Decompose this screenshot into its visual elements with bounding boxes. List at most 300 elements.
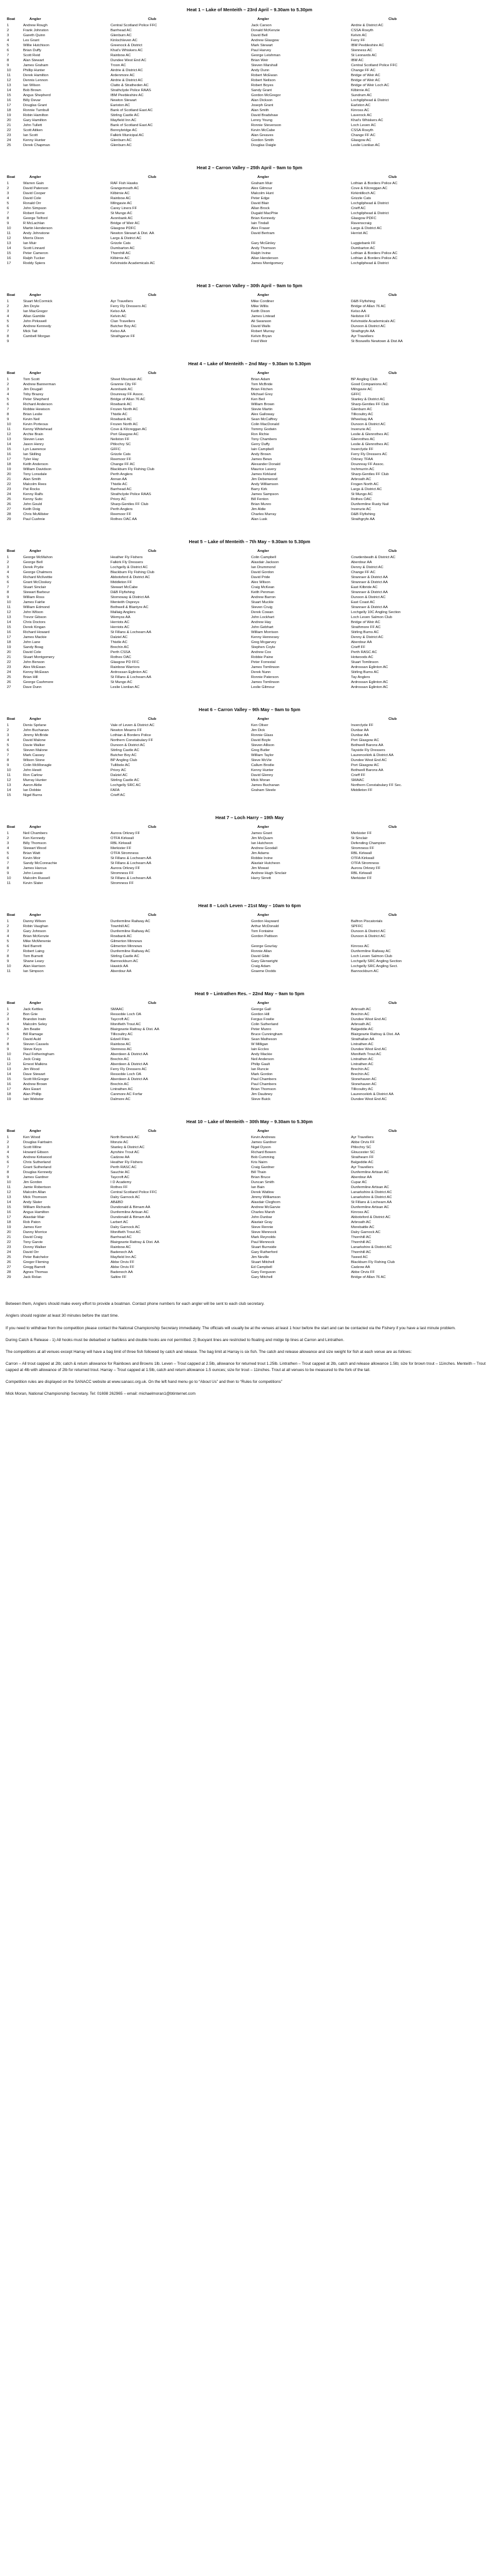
club-name: Khat's Whiskers AC [111,49,143,52]
angler-name: John Lockhart [251,616,275,619]
note-rules-link: Competition rules are displayed on the SANACC website at www.sanacc.org.uk. On the left hand menu go to “About Us” and then to “Rules for competitions” [6,1380,282,1385]
boat-number: 13 [7,616,11,619]
angler-name: Iain Eccles [251,1048,269,1051]
boat-number: 1 [7,832,9,835]
club-name: Herriot AC [351,232,368,235]
club-name: Dalmore AC [111,1098,131,1101]
boat-number: 9 [7,596,9,599]
table-row [6,1140,493,1145]
angler-name: Kenny Sutic [23,498,43,501]
angler-name: Robert Murray [251,330,275,333]
boat-number: 22 [7,129,11,132]
boat-number: 26 [7,681,11,684]
club-name: Monifieth Trout AC [111,1231,141,1234]
club-name: Lintrathen AC [351,1043,373,1046]
club-name: BP Angling Club [111,759,137,762]
club-name: Reemoor FF [111,458,132,461]
boat-number: 21 [7,1236,11,1239]
angler-name: Andy Johnstone [23,232,50,235]
club-name: Largs & District AC [351,227,382,230]
club-name: Dunfermline Artisan AC [351,1206,389,1209]
angler-name: Peter Munro [251,1028,272,1031]
angler-name: Mick Moran [251,779,270,782]
club-name: Heather Fly Fishers [111,1161,143,1164]
angler-name: Gareth Quinn [23,34,46,37]
club-name: OTFA Kirkwall [111,837,134,840]
table-row [6,670,493,675]
heat-section [6,162,493,266]
boat-number: 22 [7,483,11,486]
club-name: Grizzle Cats [351,197,372,200]
angler-name: Howard Gibson [23,1151,49,1154]
club-name: St Fillans & Lochearn AA [111,631,152,634]
angler-name: Ian Runcie [251,1068,269,1071]
club-name: IBM Peebleshire AC [111,94,144,97]
club-name: Kirkintilloch AC [351,192,376,195]
club-name: Tay Anglers [351,676,370,679]
club-name: Saltire FF [111,1276,127,1279]
angler-name: Steve Buick [251,1098,271,1101]
club-name: Stromness FF [111,882,134,885]
table-row [6,1067,493,1072]
club-name: Lochgelly 10C Angling Section [351,611,401,614]
table-row [6,432,493,437]
boat-number: 11 [7,606,11,609]
club-name: Falkirk Fly Dressers [111,561,144,564]
angler-name: Jim Dick [251,729,265,732]
club-name: Vale of Leven & District AC [111,724,155,727]
club-header: Club [148,825,157,829]
club-name: Leslie Lisnlian AC [111,686,140,689]
club-name: Ayrshire Trout AC [111,1151,140,1154]
angler-name: James Montgomery [251,262,284,265]
club-name: Abbe Orvis FF [111,1261,134,1264]
club-name: Stanley & District AC [351,398,385,401]
club-name: Falkirk Municipal AC [111,134,144,137]
club-name: SMAAC [111,1008,124,1011]
club-name: Dunfermline Artisan AC [111,1211,149,1214]
angler-name: Sandy McConnachie [23,862,57,865]
angler-name: David Craig [23,1236,42,1239]
angler-name: Phillip Hunter [23,69,46,72]
angler-name: Scott Linnard [23,247,45,250]
table-row [6,309,493,314]
club-name: Thornhill AC [351,1251,372,1254]
heat-spacer [6,690,493,704]
boat-number: 28 [7,1271,11,1274]
angler-name: Derek Nunn [251,671,271,674]
club-name: Ardrossan Eglinton AC [351,686,388,689]
boat-number: 23 [7,666,11,669]
angler-name: Tom Scott [23,378,40,381]
angler-name: Duncan Smith [251,1181,274,1184]
club-name: Blairgowrie Rattray & Dist. AA [111,1241,159,1244]
angler-name: Kevin Andrews [251,1136,275,1139]
club-name: Loch Leven Salmon Club [351,616,392,619]
angler-name: Andrew Rough [23,24,47,27]
table-row [6,482,493,487]
club-name: Aberdour AA [111,970,132,973]
club-name: Sharp-Gentles FF Club [351,403,389,406]
club-name: Stranraer & District AA [351,581,388,584]
table-row [6,128,493,133]
angler-name: Gary Mitchell [251,1276,273,1279]
club-name: Cove & Kilcreggan AC [111,428,147,431]
club-name: Dounreay FF Assoc. [351,463,385,466]
club-header: Club [148,371,157,375]
table-row [6,1195,493,1200]
club-name: Ferry Fly Dressers AC [351,453,387,456]
boat-number: 8 [7,413,9,416]
club-name: Ardrossan Eglinton AC [111,671,148,674]
angler-name: John Gebhart [251,626,274,629]
boat-number: 5 [7,744,9,747]
club-name: Leslie & Glenrothes AC [351,443,389,446]
angler-name: Stewart Wood [23,847,46,850]
club-name: Bridge of Allan 76 AC [351,305,386,308]
club-name: St Fillans & Lochearn AA [111,676,152,679]
club-name: Inverclyde FF [351,724,373,727]
angler-name: Stuart Muckle [251,601,274,604]
club-name: Lochgilphead & District [351,212,389,215]
boat-number: 16 [7,257,11,260]
angler-name: David Blair [251,202,269,205]
club-name: Perth CSSA [111,651,131,654]
angler-name: Graham Steele [251,789,276,792]
angler-name: Tyler Hay [23,458,39,461]
boat-number: 9 [7,222,9,225]
table-row [6,1077,493,1082]
table-row [6,1210,493,1215]
angler-name: Sean Matheson [251,1038,277,1041]
club-name: Bridge of Allan 76 AC [351,1276,386,1279]
angler-name: Stuart McCormick [23,300,52,303]
angler-name: Keith Dixon [251,310,270,313]
angler-name: Grant McCloskey [23,581,52,584]
club-name: Lochgelly SRC Angling Sect. [351,965,398,968]
table-row [6,251,493,256]
boat-number: 12 [7,779,11,782]
boat-number: 3 [7,192,9,195]
club-name: Arbroath AC [351,1008,372,1011]
club-name: Rainbow AC [111,197,131,200]
table-row [6,1185,493,1190]
boat-number: 8 [7,759,9,762]
heat-title: Heat 9 – Lintrathen Res. – 22nd May – 9am to 5pm [194,991,305,996]
angler-name: George Chalmers [23,571,52,574]
table-row [6,876,493,881]
boat-number: 9 [7,1048,9,1051]
club-name: OTFA Stromness [111,852,139,855]
angler-name: Leslie Gilmour [251,686,275,689]
club-name: Brechin AC [351,1068,370,1071]
boat-number: 8 [7,335,9,338]
club-name: Dunfermline Rusty Nail [351,503,389,506]
club-name: Kelvin AC [351,34,367,37]
club-name: Rothes FF [111,1186,128,1189]
boat-header: Boat [7,17,16,21]
club-name: Dunfermline Railway AC [111,920,151,923]
boat-number: 22 [7,1241,11,1244]
angler-name: Andrew Glasgow [251,39,279,42]
table-row [6,590,493,595]
boat-number: 18 [7,1221,11,1224]
club-name: Glasgow PD FFC [111,661,139,664]
heat-spacer [6,798,493,812]
angler-name: Ian Dobbie [23,789,41,792]
angler-name: Arthur McDonald [251,925,279,928]
angler-name: Harry Sirrett [251,877,271,880]
club-name: Loch Leven Salmon Club [351,955,392,958]
angler-header: Angler [29,1001,41,1005]
angler-name: James Mackie [23,636,47,639]
club-name: Dunbar AA [351,734,369,737]
table-row [6,944,493,949]
club-name: Stornoway & District AA [111,596,150,599]
boat-number: 2 [7,561,9,564]
angler-name: Kevin Slater [23,882,43,885]
club-name: Greenock & District [111,44,142,47]
table-row [6,314,493,319]
boat-number: 23 [7,488,11,491]
club-name: Rainbow AC [111,1043,131,1046]
club-name: Glasgow AC [351,139,372,142]
angler-name: Lenny Young [251,119,273,122]
boat-number: 20 [7,651,11,654]
angler-name: Mick Thomson [23,1196,47,1199]
table-row [6,748,493,753]
club-name: Lochgilphead & District [351,99,389,102]
club-name: Tillicoultry AC [351,1088,373,1091]
angler-header: Angler [29,913,41,917]
club-name: St Sinclair [351,837,368,840]
angler-name: Andrew Hay [251,621,272,624]
heat-section [6,358,493,522]
club-name: Kinlochleven AC [111,39,137,42]
club-name: Dunoon & District AC [351,325,386,328]
angler-name: Mark Gordon [251,1073,273,1076]
boat-number: 4 [7,393,9,396]
angler-name: Jack Kettles [23,1008,43,1011]
club-name: Newton Mearns FF [111,729,142,732]
angler-name: Paul Fotheringham [23,1053,54,1056]
boat-number: 3 [7,310,9,313]
table-row [6,640,493,645]
table-row [6,78,493,83]
boat-number: 13 [7,1068,11,1071]
heat-section [6,988,493,1102]
boat-number: 11 [7,882,11,885]
club-name: GFFC [111,448,121,451]
angler-name: James Graham [23,64,49,67]
club-name: Hotwoods AC [351,656,373,659]
heat-spacer [6,148,493,162]
club-header: Club [148,549,157,553]
club-name: RAF Fish Hawks [111,182,138,185]
club-name: Middleton FF [111,581,132,584]
club-name: Laverock AC [351,114,372,117]
club-name: Dunoon & District AC [351,596,386,599]
heat-spacer [6,886,493,900]
angler-name: Brian Munro [251,503,272,506]
angler-name: Mike Cordiner [251,300,274,303]
club-name: Aurora Orkney FF [351,867,381,870]
boat-number: 1 [7,24,9,27]
angler-header: Angler [29,371,41,375]
boat-number: 1 [7,920,9,923]
club-name: Central Scotland Police FFC [351,64,398,67]
table-row [6,422,493,427]
club-name: Newton Stewart [111,99,137,102]
table-row [6,773,493,778]
boat-number: 8 [7,59,9,62]
club-name: Middleton FF [351,789,373,792]
angler-name: Gary Hamilton [23,119,47,122]
angler-name: Mark Cassey [23,754,45,757]
angler-name: Jim Neville [251,1256,269,1259]
boat-number: 29 [7,518,11,521]
angler-name: Ralph Irvine [251,252,271,255]
club-name: Dalry Garnock AC [111,1226,141,1229]
club-name: Aurora Orkney FF [111,867,141,870]
club-name: Taycroft AC [111,1176,130,1179]
boat-number: 3 [7,842,9,845]
angler-name: Davie Walker [23,744,45,747]
angler-name: Robbie Irvine [251,857,273,860]
club-name: Strathmore FF AC [351,626,381,629]
boat-number: 8 [7,1171,9,1174]
angler-name: James Harcus [23,867,47,870]
angler-name: Michael Grey [251,393,273,396]
club-name: Rothes OAC [351,498,372,501]
club-name: Blackburn Fly Fishing Club [111,468,155,471]
boat-header: Boat [7,1001,16,1005]
club-name: Lanarkshire & District AC [351,1196,392,1199]
angler-name: John Lessie [23,872,43,875]
club-name: Glenburn AC [351,408,372,411]
club-name: Brechin AC [111,646,129,649]
boat-number: 19 [7,646,11,649]
boat-number: 18 [7,109,11,112]
club-name: St Mungo AC [351,493,373,496]
angler-name: John Tullett [23,124,42,127]
table-row [6,934,493,939]
club-name: Rainbow AC [111,1246,131,1249]
boat-number: 11 [7,970,11,973]
club-name: Larbert AC [111,1221,129,1224]
angler-name: John Buchanan [23,729,49,732]
club-header: Club [388,1129,397,1133]
boat-number: 7 [7,862,9,865]
table-row [6,570,493,575]
club-name: Brechin AC [351,1073,370,1076]
angler-name: James Buchanan [251,784,280,787]
boat-number: 14 [7,1201,11,1204]
angler-name: Brian Weir [251,59,269,62]
angler-name: David Walls [251,325,270,328]
boat-number: 5 [7,940,9,943]
angler-name: Kenny Ralfs [23,493,43,496]
angler-name: Derek Cowan [251,611,274,614]
boat-number: 9 [7,764,9,767]
boat-number: 24 [7,493,11,496]
table-row [6,387,493,392]
boat-number: 24 [7,671,11,674]
club-name: Dunfermline Railway AC [111,950,151,953]
column-headers [6,16,493,23]
club-name: Strathgryfe AA [351,518,375,521]
angler-name: Billy Devar [23,99,41,102]
angler-header: Angler [257,717,269,721]
club-name: Abbotsford & District AC [351,1216,391,1219]
note-bag-limit: The competitions at all venues except Harray will have a bag limit of three fish followed by catch and release. The bag limit at Harray is six fish. The catch and release allowance and size weight for fish at each venue are as follows: [6,1350,412,1355]
table-row [6,299,493,304]
angler-header: Angler [29,825,41,829]
boat-number: 25 [7,144,11,147]
angler-name: Douglas Daigle [251,144,276,147]
boat-number: 14 [7,89,11,92]
club-name: Khat's Whiskers AC [351,119,383,122]
boat-number: 10 [7,877,11,880]
boat-number: 6 [7,1161,9,1164]
angler-name: Mark Reynolds [251,1236,276,1239]
table-row [6,1275,493,1280]
angler-name: Andy Thomson [251,247,276,250]
angler-name [23,339,111,344]
angler-name: Jim McQuarn [251,837,274,840]
club-name: Dalziel AC [111,636,128,639]
angler-name: Tom Fontaine [251,930,274,933]
angler-name: Stewart Barbour [23,591,50,594]
table-row [6,758,493,763]
club-name: Dundonald & Birnam AA [111,1216,151,1219]
angler-name: James Tomlinson [251,681,280,684]
angler-header: Angler [257,175,269,179]
club-name: Loch Leven AC [351,124,376,127]
angler-name: Douglas Kennedy [23,1171,52,1174]
angler-name: Jim Doyle [23,305,39,308]
club-name: Bannockburn AC [351,970,379,973]
angler-name: Rob Paton [23,1221,41,1224]
table-row [6,580,493,585]
table-row [6,133,493,138]
club-header: Club [388,913,397,917]
table-row [6,723,493,728]
club-name: Tillicoultry AC [351,413,373,416]
boat-number: 1 [7,378,9,381]
table-row [6,427,493,432]
club-name: Kelso AA [111,310,126,313]
club-name: Stuart Tomlinson [351,661,378,664]
angler-name: Robert Boyes [251,84,274,87]
club-name: CSSA Rosyth [351,29,373,32]
table-row [6,743,493,748]
boat-number: 15 [7,94,11,97]
angler-name: Iain Tindall [251,222,269,225]
club-header: Club [388,1001,397,1005]
angler-name: Jim Beatie [23,1028,41,1031]
table-row [6,73,493,78]
angler-name: Andrew Brown [23,1083,47,1086]
angler-name: William Edmond [23,606,50,609]
angler-name: Gerry Duffy [251,443,270,446]
boat-number: 1 [7,300,9,303]
club-name: Avonbank AC [111,388,133,391]
boat-number: 26 [7,1261,11,1264]
angler-name: Barry Kirk [251,488,267,491]
club-name: Neilston FF [351,315,370,318]
angler-name: Charles Murray [251,513,277,516]
